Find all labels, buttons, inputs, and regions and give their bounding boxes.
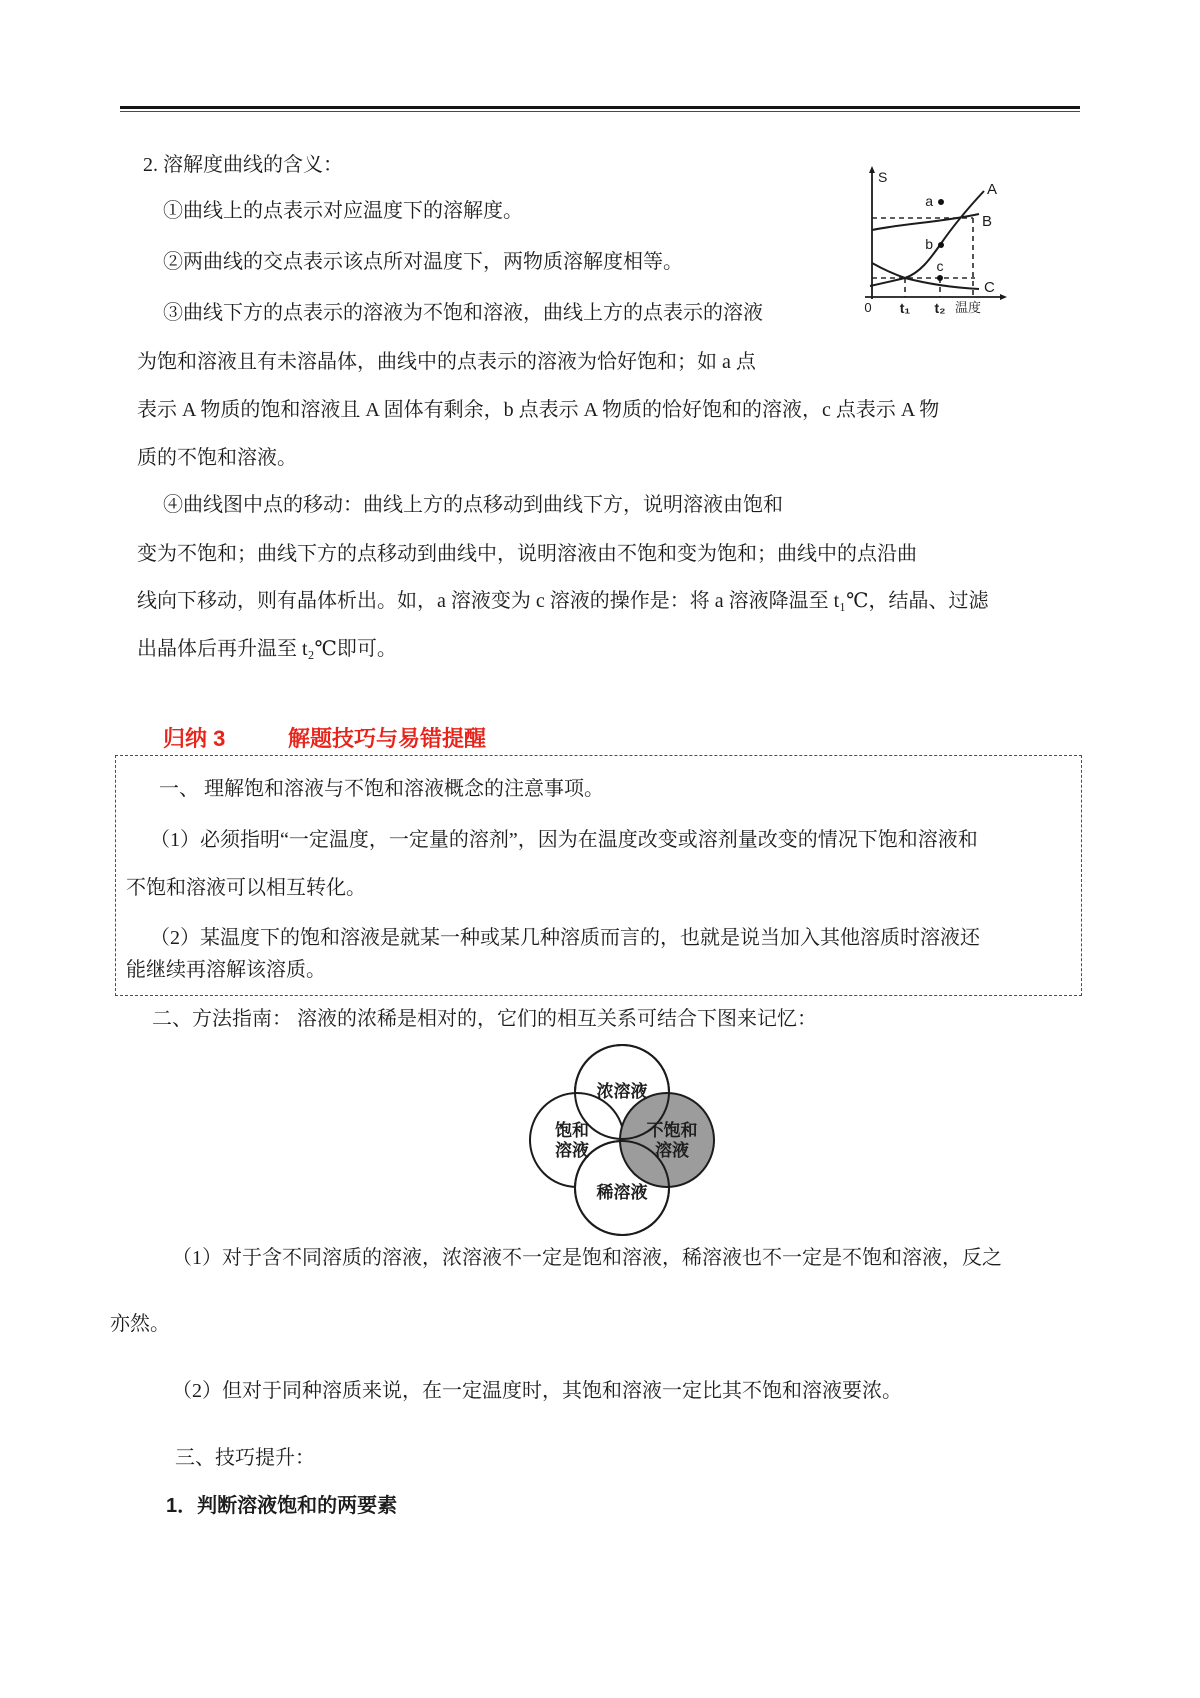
y-axis-label: S xyxy=(878,169,888,185)
venn-label-saturated-2: 溶液 xyxy=(555,1141,589,1160)
solubility-chart xyxy=(848,160,1018,318)
note-line: （2）但对于同种溶质来说，在一定温度时，其饱和溶液一定比其不饱和溶液要浓。 xyxy=(172,1380,902,1402)
sec2-line: ④曲线图中点的移动：曲线上方的点移动到曲线下方，说明溶液由饱和 xyxy=(163,494,783,516)
sec2-line: ③曲线下方的点表示的溶液为不饱和溶液，曲线上方的点表示的溶液 xyxy=(163,302,763,324)
tips-heading: 三、技巧提升： xyxy=(175,1447,315,1469)
box-line: （2）某温度下的饱和溶液是就某一种或某几种溶质而言的，也就是说当加入其他溶质时溶液还 xyxy=(150,927,980,949)
venn-label-dilute: 稀溶液 xyxy=(596,1183,648,1202)
point-c-dot xyxy=(937,275,943,281)
section2-heading: 2. 溶解度曲线的含义： xyxy=(143,154,343,176)
tips-item: 1．判断溶液饱和的两要素 xyxy=(166,1495,398,1517)
header-rule xyxy=(120,106,1080,112)
sec2-line: ①曲线上的点表示对应温度下的溶解度。 xyxy=(163,200,523,222)
sec2-line: 表示 A 物质的饱和溶液且 A 固体有剩余，b 点表示 A 物质的恰好饱和的溶液，c 点表示 A 物 xyxy=(137,399,940,421)
sec2-line: 线向下移动，则有晶体析出。如，a 溶液变为 c 溶液的操作是：将 a 溶液降温至 t₁℃，结晶、过滤 xyxy=(137,590,989,612)
x-axis-label: 温度 xyxy=(955,300,982,315)
box-line: 不饱和溶液可以相互转化。 xyxy=(126,877,366,899)
point-c-label: c xyxy=(936,258,944,274)
note-line: 亦然。 xyxy=(110,1313,170,1335)
sec2-line: 质的不饱和溶液。 xyxy=(137,447,297,469)
curve-b-label: B xyxy=(982,213,993,230)
point-a-dot xyxy=(938,199,944,205)
sec2-line: ②两曲线的交点表示该点所对温度下，两物质溶解度相等。 xyxy=(163,251,683,273)
origin-label: 0 xyxy=(864,300,872,315)
x-axis-arrow xyxy=(1000,294,1007,300)
curve-a-label: A xyxy=(987,181,998,198)
sec2-line: 变为不饱和；曲线下方的点移动到曲线中，说明溶液由不饱和变为饱和；曲线中的点沿曲 xyxy=(137,543,917,565)
chart-dashed-guides xyxy=(872,218,975,297)
curve-c-label: C xyxy=(984,279,995,296)
sec2-line: 出晶体后再升温至 t₂℃即可。 xyxy=(137,638,397,660)
method-line: 二、方法指南： 溶液的浓稀是相对的，它们的相互关系可结合下图来记忆： xyxy=(152,1008,817,1030)
sec2-line: 为饱和溶液且有未溶晶体，曲线中的点表示的溶液为恰好饱和；如 a 点 xyxy=(137,351,756,373)
tick-t1-label: t₁ xyxy=(899,300,911,316)
box-line: 一、 理解饱和溶液与不饱和溶液概念的注意事项。 xyxy=(159,778,604,800)
box-line: 能继续再溶解该溶质。 xyxy=(126,959,326,981)
y-axis-arrow xyxy=(869,166,875,173)
point-a-label: a xyxy=(925,193,933,209)
summary-title: 解题技巧与易错提醒 xyxy=(288,726,487,751)
venn-label-saturated-1: 饱和 xyxy=(555,1121,589,1140)
chart-axes xyxy=(865,171,1003,299)
summary-badge: 归纳 3 xyxy=(163,726,226,751)
curve-b-path xyxy=(872,214,979,230)
venn-label-unsaturated-2: 溶液 xyxy=(655,1141,689,1160)
summary-box xyxy=(115,755,1082,996)
venn-label-concentrated: 浓溶液 xyxy=(596,1082,648,1101)
tick-t2-label: t₂ xyxy=(934,300,946,316)
point-b-dot xyxy=(938,242,944,248)
curve-c-path xyxy=(872,263,979,289)
point-b-label: b xyxy=(925,236,933,252)
box-line: （1）必须指明“一定温度，一定量的溶剂”，因为在温度改变或溶剂量改变的情况下饱和溶液和 xyxy=(150,829,978,851)
venn-diagram xyxy=(515,1035,730,1245)
venn-label-unsaturated-1: 不饱和 xyxy=(646,1121,698,1140)
note-line: （1）对于含不同溶质的溶液，浓溶液不一定是饱和溶液，稀溶液也不一定是不饱和溶液，反之 xyxy=(172,1247,1002,1269)
